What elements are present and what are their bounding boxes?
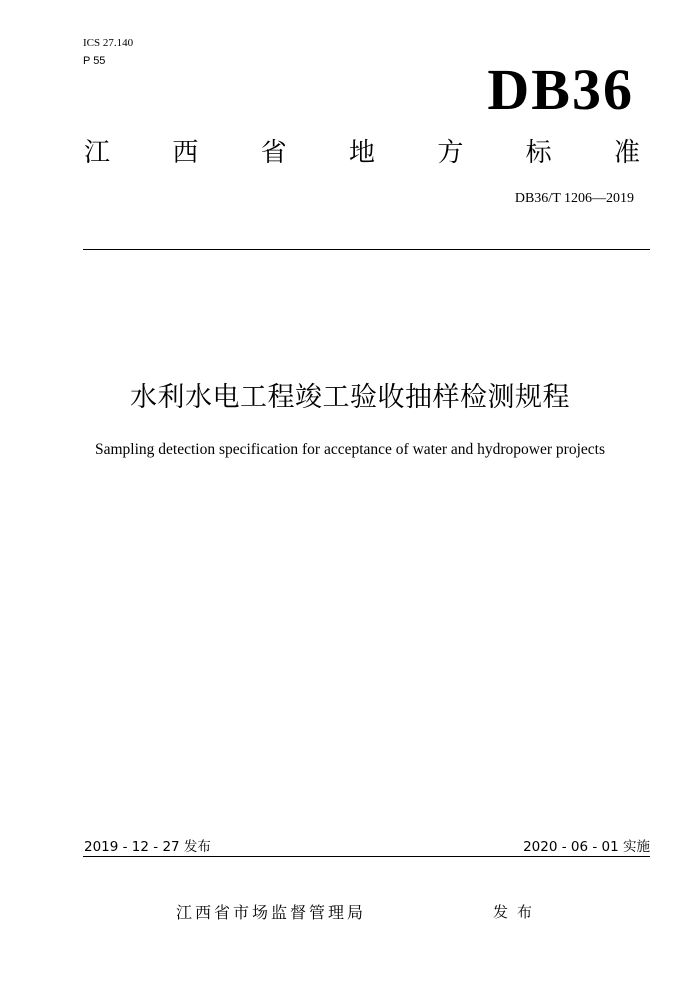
issue-date: 2019 - 12 - 27 发布 (84, 839, 211, 855)
standard-type-char: 地 (348, 138, 375, 168)
standard-type-char: 准 (613, 138, 640, 168)
standard-type-char: 西 (172, 138, 199, 168)
ics-code: ICS 27.140 (83, 37, 134, 49)
title-english: Sampling detection specification for acceptance of water and hydropower projects (94, 441, 605, 458)
standard-type-char: 方 (437, 138, 464, 168)
issuing-authority: 江西省市场监督管理局 (176, 903, 367, 922)
ccs-code: P 55 (83, 55, 106, 67)
standard-type-char: 省 (260, 138, 287, 168)
top-divider (83, 249, 650, 250)
bottom-divider (83, 856, 650, 857)
title-chinese: 水利水电工程竣工验收抽样检测规程 (130, 382, 570, 413)
standard-type-char: 标 (525, 138, 552, 168)
standard-type (84, 136, 640, 170)
standard-type-char: 江 (84, 138, 111, 168)
standard-mark: DB36 (487, 57, 634, 122)
standard-number: DB36/T 1206—2019 (514, 191, 634, 206)
implementation-date: 2020 - 06 - 01 实施 (523, 839, 650, 855)
publish-label: 发布 (493, 903, 542, 921)
